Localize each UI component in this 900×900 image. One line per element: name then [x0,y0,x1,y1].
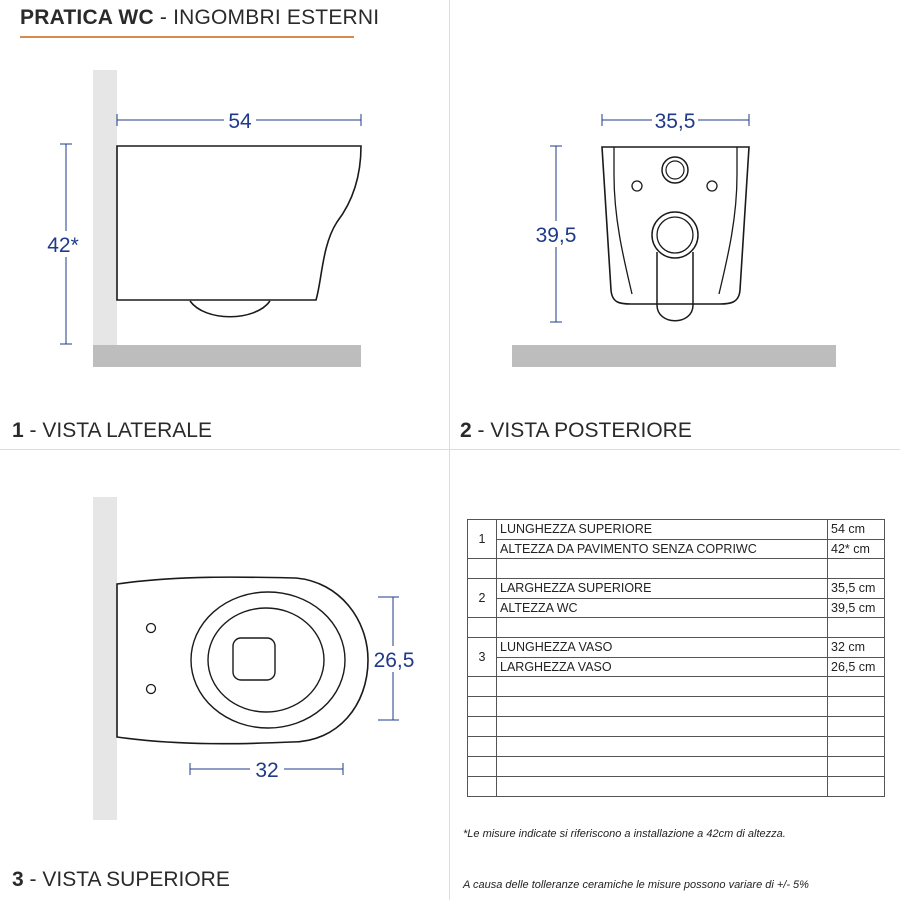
wall [93,497,117,820]
spec-label: LUNGHEZZA VASO [497,638,828,658]
spec-label: LARGHEZZA SUPERIORE [497,579,828,599]
spec-label: ALTEZZA WC [497,598,828,618]
spec-value: 39,5 cm [828,598,885,618]
table-row [468,638,885,658]
table-row [468,520,885,540]
rim-inner [208,608,324,712]
fixing-hole-right [707,181,717,191]
table-row-empty [468,697,885,717]
drain-pipe [657,252,693,321]
dim-top-width: 26,5 [373,649,415,672]
seat-hole-bottom [147,685,156,694]
base-side-outline [190,301,270,317]
rear-view-drawing [512,108,836,367]
spec-label: ALTEZZA DA PAVIMENTO SENZA COPRIWC [497,539,828,559]
product-name: PRATICA WC [20,6,154,29]
spec-value: 32 cm [828,638,885,658]
fixing-hole-left [632,181,642,191]
table-row-empty [468,559,885,579]
spec-label: LUNGHEZZA SUPERIORE [497,520,828,540]
seat-hole-top [147,624,156,633]
group-number: 3 [468,638,497,677]
spec-label: LARGHEZZA VASO [497,657,828,677]
spec-value: 54 cm [828,520,885,540]
title-subtitle: - INGOMBRI ESTERNI [153,6,380,29]
installation-note: *Le misure indicate si riferiscono a installazione a 42cm di altezza. [463,828,786,840]
table-row-empty [468,717,885,737]
dim-side-height: 42* [47,234,79,257]
spec-value: 26,5 cm [828,657,885,677]
dim-top-length: 32 [255,759,279,782]
rear-outline-inner [614,147,737,294]
spec-value: 35,5 cm [828,579,885,599]
floor [93,345,361,367]
dim-rear-height: 39,5 [535,224,577,247]
table-row-empty [468,677,885,697]
group-number: 2 [468,579,497,618]
view-label-rear: 2 - VISTA POSTERIORE [460,419,692,442]
rim-outer [191,592,345,728]
spec-value: 42* cm [828,539,885,559]
dim-side-width: 54 [228,110,252,133]
drain-outlet [652,212,698,258]
bowl-side-outline [117,146,361,300]
top-view-drawing [93,497,418,820]
floor [512,345,836,367]
drain-square [233,638,275,680]
table-row [468,539,885,559]
table-row-empty [468,757,885,777]
table-row-empty [468,618,885,638]
view-label-side: 1 - VISTA LATERALE [12,419,212,442]
rear-outline-outer [602,147,749,304]
wall [93,70,117,345]
table-row [468,657,885,677]
tolerance-note: A causa delle tolleranze ceramiche le misure possono variare di +/- 5% [463,879,809,891]
table-row [468,598,885,618]
table-row-empty [468,737,885,757]
group-number: 1 [468,520,497,559]
bowl-top-outline [117,577,368,744]
dim-rear-width: 35,5 [654,110,696,133]
table-row-empty [468,777,885,797]
view-label-top: 3 - VISTA SUPERIORE [12,868,230,891]
dimensions-table [467,519,885,797]
side-view-drawing [44,70,361,367]
table-row [468,579,885,599]
